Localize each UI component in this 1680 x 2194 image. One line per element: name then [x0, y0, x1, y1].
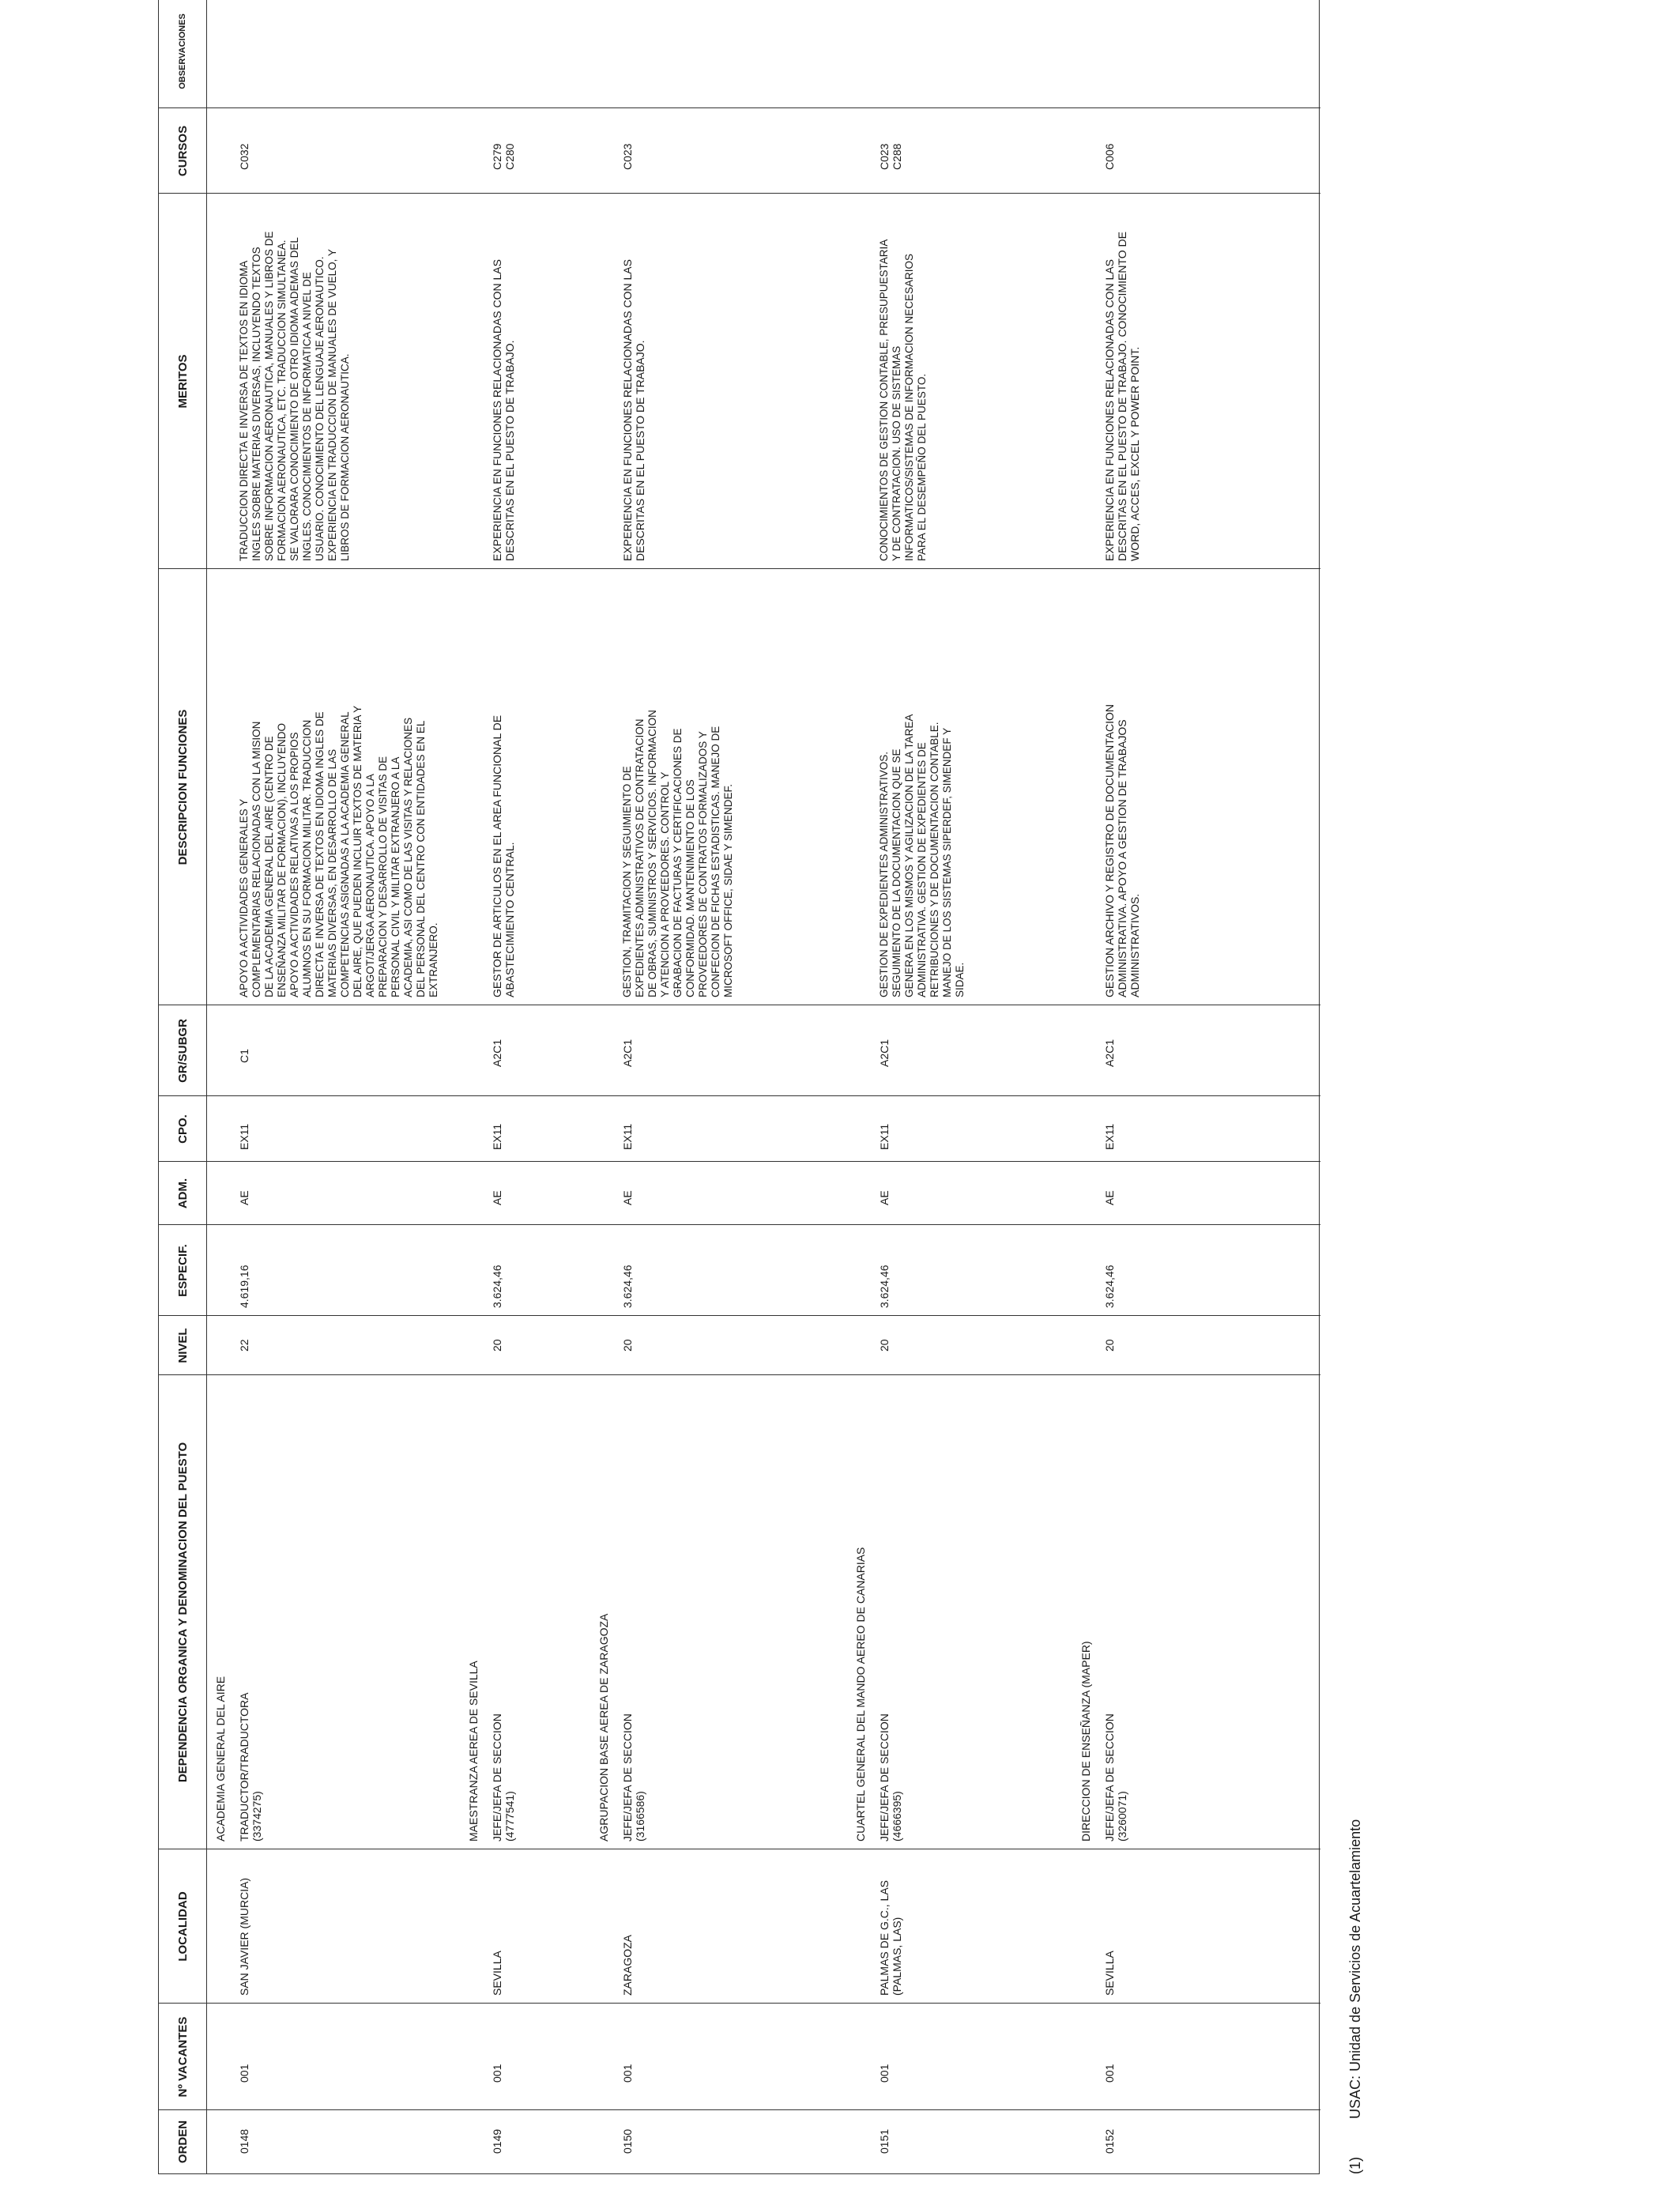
dependencia-header: MAESTRANZA AEREA DE SEVILLA — [467, 1661, 480, 1842]
cell-adm: AE — [878, 1190, 891, 1205]
cell-cpo: EX11 — [1103, 1123, 1116, 1150]
footnote — [1347, 1819, 1364, 2174]
cell-meritos: TRADUCCION DIRECTA E INVERSA DE TEXTOS EN IDIOMA INGLES SOBRE MATERIAS DIVERSAS, INCLUYENDO TEXTOS SOBRE INFORMACION AERONAUTICA, MANUALES Y LIBROS DE FORMACION AERONAUTICA, ETC. TRADUCCION SIMULTANEA. SE VALORARA CONOCIMIENTO DE OTRO IDIOMA ADEMAS DEL INGLES. CONOCIMIENTOS DE INFORMATICA A NIVEL DE USUARIO. CONOCIMIENTO DEL LENGUAJE AERONAUTICO. EXPERIENCIA EN TRADUCCION DE MANUALES DE VUELO, Y LIBROS DE FORMACION AERONAUTICA. — [238, 231, 351, 561]
cell-puesto: JEFE/JEFA DE SECCION (3166586) — [621, 1713, 646, 1842]
cell-cursos: C023 — [621, 143, 634, 170]
col-divider — [159, 193, 1320, 194]
cell-meritos: EXPERIENCIA EN FUNCIONES RELACIONADAS CON LAS DESCRITAS EN EL PUESTO DE TRABAJO. — [621, 259, 646, 561]
cell-orden: 0149 — [491, 2128, 503, 2154]
cell-descripcion: APOYO A ACTIVIDADES GENERALES Y COMPLEMENTARIAS RELACIONADAS CON LA MISION DE LA ACADEMIA GENERAL DEL AIRE (CENTRO DE ENSEÑANZA MILITAR DE FORMACION), INCLUYENDO APOYO A ACTIVIDADES RELATIVAS A LOS PROPIOS ALUMNOS EN SU FORMACION MILITAR. TRADUCCION DIRECTA E INVERSA DE TEXTOS EN IDIOMA INGLES DE MATERIAS DIVERSAS, EN DESARROLLO DE LAS COMPETENCIAS ASIGNADAS A LA ACADEMIA GENERAL DEL AIRE, QUE PUEDEN INCLUIR TEXTOS DE MATERIA Y ARGOT/JERGA AERONAUTICA. APOYO A LA PREPARACION Y DESARROLLO DE VISITAS DE PERSONAL CIVIL Y MILITAR EXTRANJERO A LA ACADEMIA, ASI COMO DE LAS VISITAS Y RELACIONES DEL PERSONAL DEL CENTRO CON ENTIDADES EN EL EXTRANJERO. — [238, 705, 439, 997]
cell-localidad: SEVILLA — [1103, 1951, 1116, 1996]
cell-localidad: SEVILLA — [491, 1951, 503, 1996]
header-meritos: MERITOS — [175, 354, 190, 409]
cell-especif: 3.624,46 — [878, 1265, 891, 1308]
vacancies-table — [158, 0, 1320, 2174]
cell-descripcion: GESTION ARCHIVO Y REGISTRO DE DOCUMENTACION ADMINISTRATIVA. APOYO A GESTION DE TRABAJOS ADMINISTRATIVOS. — [1103, 703, 1141, 997]
header-descripcion: DESCRIPCION FUNCIONES — [175, 709, 190, 865]
cell-grsubgr: A2C1 — [491, 1039, 503, 1067]
col-divider — [159, 1374, 1320, 1375]
cell-localidad: ZARAGOZA — [621, 1934, 634, 1996]
cell-adm: AE — [621, 1190, 634, 1205]
cell-adm: AE — [238, 1190, 250, 1205]
cell-orden: 0150 — [621, 2128, 634, 2154]
header-divider — [206, 0, 207, 2173]
cell-descripcion: GESTION DE EXPEDIENTES ADMINISTRATIVOS. SEGUIMIENTO DE LA DOCUMENTACION QUE SE GENERA EN LOS MISMOS Y AGILIZACION DE LA TAREA ADMINISTRATIVA. GESTION DE EXPEDIENTES DE RETRIBUCIONES Y DE DOCUMENTACION CONTABLE. MANEJO DE LOS SISTEMAS SIPERDEF, SIMENDEF Y SIDAE. — [878, 714, 966, 997]
cell-descripcion: GESTOR DE ARTICULOS EN EL AREA FUNCIONAL DE ABASTECIMIENTO CENTRAL. — [491, 714, 516, 997]
cell-grsubgr: A2C1 — [621, 1039, 634, 1067]
header-adm: ADM. — [175, 1178, 190, 1209]
cell-puesto: JEFE/JEFA DE SECCION (4666395) — [878, 1713, 903, 1842]
cell-meritos: EXPERIENCIA EN FUNCIONES RELACIONADAS CON LAS DESCRITAS EN EL PUESTO DE TRABAJO. CONOCIMIENTO DE WORD, ACCES, EXCEL Y POWER POINT. — [1103, 232, 1141, 561]
footnote-text: USAC: Unidad de Servicios de Acuartelamiento — [1347, 1819, 1363, 2119]
cell-grsubgr: A2C1 — [1103, 1039, 1116, 1067]
header-nivel: NIVEL — [175, 1328, 190, 1363]
col-divider — [159, 107, 1320, 108]
cell-vacantes: 001 — [1103, 2064, 1116, 2083]
footnote-number: (1) — [1347, 2157, 1363, 2174]
cell-puesto: JEFE/JEFA DE SECCION (3260071) — [1103, 1713, 1128, 1842]
header-dependencia: DEPENDENCIA ORGANICA Y DENOMINACION DEL PUESTO — [175, 1442, 190, 1783]
cell-meritos: CONOCIMIENTOS DE GESTION CONTABLE, PRESUPUESTARIA Y DE CONTRATACION. USO DE SISTEMAS INFORMATICOS/SISTEMAS DE INFORMACION NECESARIOS PARA EL DESEMPEÑO DEL PUESTO. — [878, 239, 928, 561]
cell-cpo: EX11 — [621, 1123, 634, 1150]
cell-nivel: 20 — [1103, 1339, 1116, 1351]
header-observaciones: OBSERVACIONES — [178, 13, 187, 89]
cell-vacantes: 001 — [621, 2064, 634, 2083]
dependencia-header: DIRECCION DE ENSEÑANZA (MAPER) — [1079, 1641, 1092, 1842]
cell-descripcion: GESTION, TRAMITACION Y SEGUIMIENTO DE EXPEDIENTES ADMINISTRATIVOS DE CONTRATACION DE OBRAS, SUMINISTROS Y SERVICIOS. INFORMACION Y ATENCION A PROVEEDORES. CONTROL Y GRABACION DE FACTURAS Y CERTIFICACIONES DE CONFORMIDAD. MANTENIMIENTO DE LOS PROVEEDORES DE CONTRATOS FORMALIZADOS Y CONFECION DE FICHAS ESTADISTICAS. MANEJO DE MICROSOFT OFFICE, SIDAE Y SIMENDEF. — [621, 710, 734, 997]
header-localidad: LOCALIDAD — [175, 1891, 190, 1962]
header-grsubgr: GR/SUBGR — [175, 1019, 190, 1083]
dependencia-header: AGRUPACION BASE AEREA DE ZARAGOZA — [597, 1613, 610, 1842]
cell-nivel: 20 — [878, 1339, 891, 1351]
header-vacantes: Nº VACANTES — [175, 2016, 190, 2098]
cell-orden: 0152 — [1103, 2128, 1116, 2154]
col-divider — [159, 1095, 1320, 1096]
cell-cursos: C023 C288 — [878, 143, 903, 170]
cell-nivel: 20 — [491, 1339, 503, 1351]
cell-adm: AE — [491, 1190, 503, 1205]
cell-cpo: EX11 — [878, 1123, 891, 1150]
cell-vacantes: 001 — [491, 2064, 503, 2083]
cell-nivel: 22 — [238, 1339, 250, 1351]
cell-localidad: SAN JAVIER (MURCIA) — [238, 1877, 250, 1996]
dependencia-header: CUARTEL GENERAL DEL MANDO AEREO DE CANARIAS — [854, 1547, 867, 1842]
col-divider — [159, 1161, 1320, 1162]
cell-localidad: PALMAS DE G.C., LAS (PALMAS, LAS) — [878, 1879, 903, 1996]
col-divider — [159, 2109, 1320, 2110]
cell-nivel: 20 — [621, 1339, 634, 1351]
cell-puesto: JEFE/JEFA DE SECCION (4777541) — [491, 1713, 516, 1842]
cell-vacantes: 001 — [878, 2064, 891, 2083]
col-divider — [159, 1224, 1320, 1225]
cell-especif: 3.624,46 — [1103, 1265, 1116, 1308]
col-divider — [159, 1315, 1320, 1316]
cell-grsubgr: C1 — [238, 1049, 250, 1063]
cell-meritos: EXPERIENCIA EN FUNCIONES RELACIONADAS CON LAS DESCRITAS EN EL PUESTO DE TRABAJO. — [491, 259, 516, 561]
dependencia-header: ACADEMIA GENERAL DEL AIRE — [214, 1676, 227, 1842]
header-orden: ORDEN — [175, 2120, 190, 2164]
header-cpo: CPO. — [175, 1114, 190, 1144]
col-divider — [159, 568, 1320, 569]
header-especif: ESPECIF. — [175, 1244, 190, 1297]
cell-puesto: TRADUCTOR/TRADUCTORA (3374275) — [238, 1692, 263, 1842]
cell-especif: 3.624,46 — [491, 1265, 503, 1308]
cell-adm: AE — [1103, 1190, 1116, 1205]
cell-cpo: EX11 — [238, 1123, 250, 1150]
cell-cursos: C006 — [1103, 143, 1116, 170]
cell-orden: 0148 — [238, 2128, 250, 2154]
cell-vacantes: 001 — [238, 2064, 250, 2083]
cell-especif: 4.619,16 — [238, 1265, 250, 1308]
cell-cursos: C279 C280 — [491, 143, 516, 170]
cell-cursos: C032 — [238, 143, 250, 170]
header-cursos: CURSOS — [175, 125, 190, 177]
cell-especif: 3.624,46 — [621, 1265, 634, 1308]
col-divider — [159, 2003, 1320, 2004]
cell-orden: 0151 — [878, 2128, 891, 2154]
cell-cpo: EX11 — [491, 1123, 503, 1150]
cell-grsubgr: A2C1 — [878, 1039, 891, 1067]
